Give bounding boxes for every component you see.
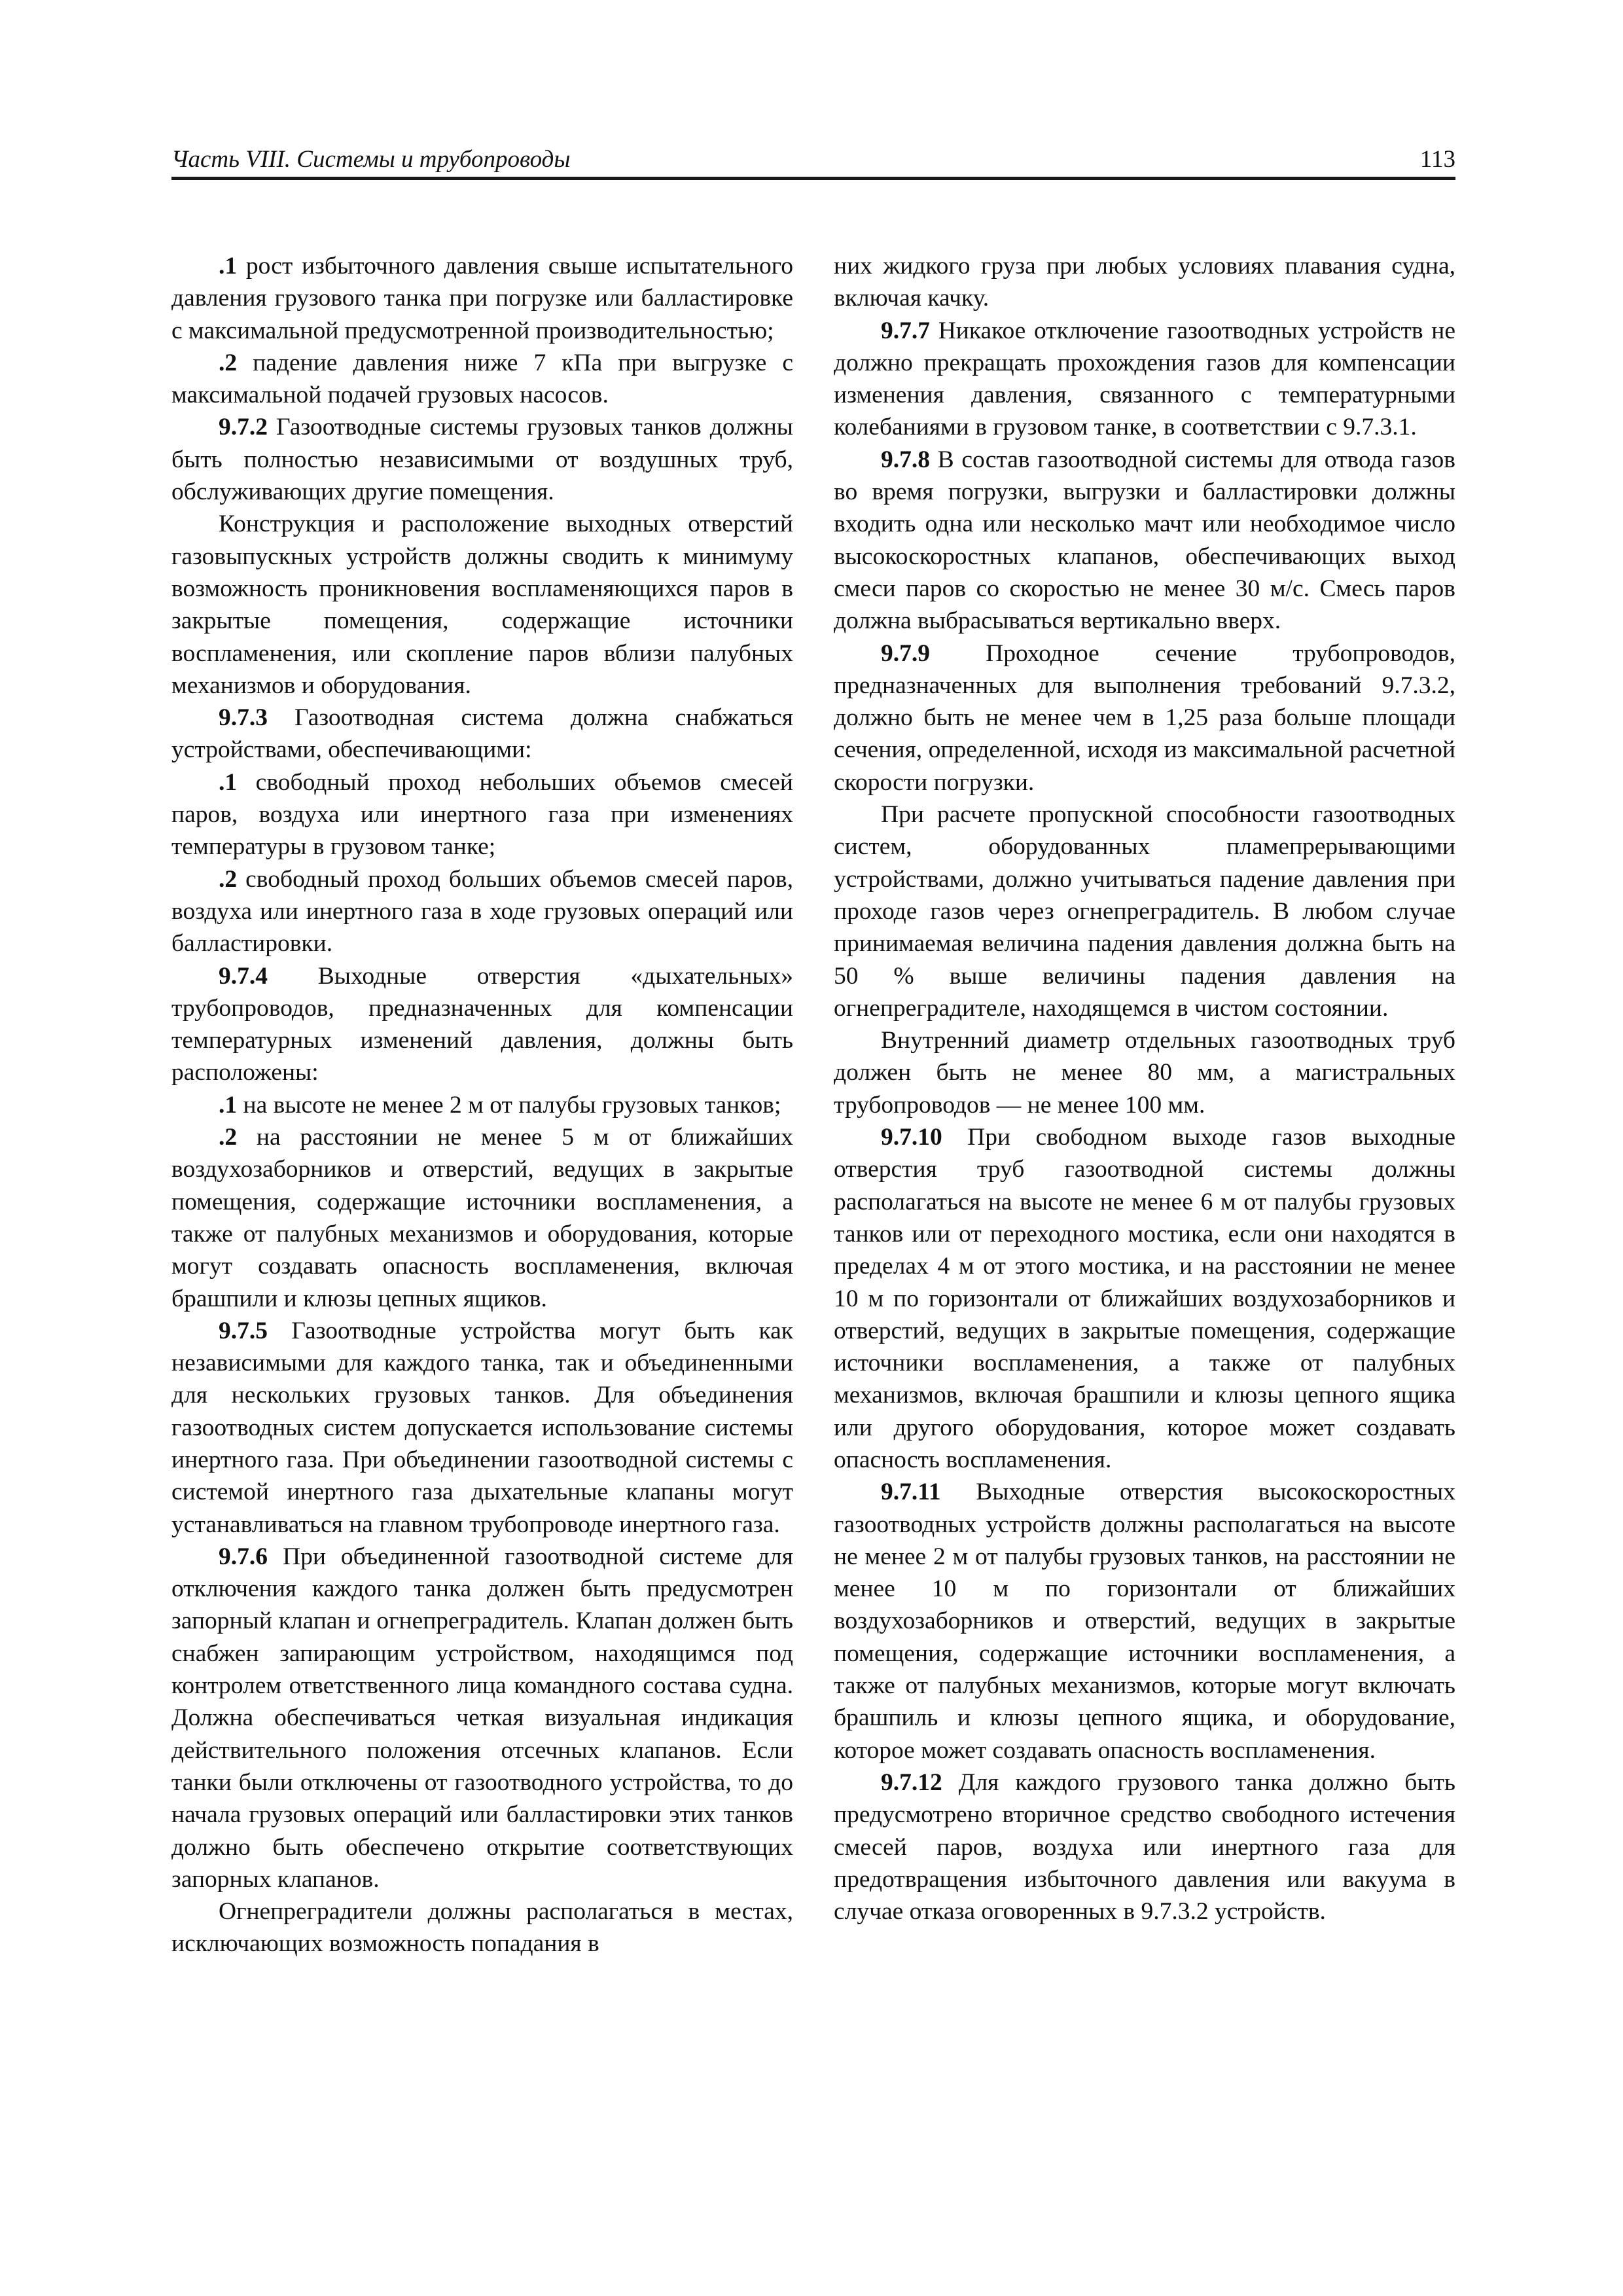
paragraph-text: свободный проход больших объемов смесей паров, воздуха или инертного газа в ходе грузовых операций или балластировки. [171,865,793,958]
item-number: .2 [219,349,238,376]
paragraph [171,1089,793,1121]
paragraph [834,315,1455,444]
paragraph [834,1767,1455,1928]
paragraph-text: свободный проход небольших объемов смесей паров, воздуха или инертного газа при изменениях температуры в грузовом танке; [171,768,793,861]
clause-number: 9.7.7 [881,317,930,344]
paragraph [171,1315,793,1541]
paragraph [171,1121,793,1315]
clause-number: 9.7.12 [881,1768,942,1796]
running-title: Часть VIII. Системы и трубопроводы [171,146,571,173]
paragraph-continuation [834,250,1455,315]
paragraph-text: Внутренний диаметр отдельных газоотводных труб должен быть не менее 80 мм, а магистральных трубопроводов — не менее 100 мм. [834,1027,1455,1119]
paragraph-text: рост избыточного давления свыше испытательного давления грузового танка при погрузке или балластировке с максимальной предусмотренной производительностью; [171,253,793,344]
paragraph-text: При объединенной газоотводной системе для отключения каждого танка должен быть предусмотрен запорный клапан и огнепреградитель. Клапан должен быть снабжен запирающим устройством, находящимся под контролем ответственного лица командного состава судна. Должна обеспечиваться четкая визуальная индикация действительного положения отсечных клапанов. Если танки были отключены от газоотводного устройства, то до начала грузовых операций или балластировки этих танков должно быть обеспечено открытие соответствующих запорных клапанов. [171,1543,793,1893]
paragraph [834,637,1455,798]
paragraph [834,1024,1455,1121]
paragraph [171,1895,793,1960]
paragraph [834,1476,1455,1767]
paragraph-text: Газоотводная система должна снабжаться устройствами, обеспечивающими: [171,704,793,764]
paragraph [171,250,793,347]
page-number: 113 [1419,146,1455,173]
paragraph-text: Проходное сечение трубопроводов, предназначенных для выполнения требований 9.7.3.2, должно быть не менее чем в 1,25 раза больше площади сечения, определенной, исходя из максимальной расчетной скорости погрузки. [834,639,1455,796]
clause-number: 9.7.2 [219,414,268,441]
paragraph-text: Газоотводные системы грузовых танков должны быть полностью независимыми от воздушных труб, обслуживающих другие помещения. [171,414,793,506]
paragraph [171,411,793,508]
item-number: .1 [219,768,238,796]
clause-number: 9.7.9 [881,639,930,667]
paragraph-text: В состав газоотводной системы для отвода газов во время погрузки, выгрузки и балластировки должны входить одна или несколько мачт или необходимое число высокоскоростных клапанов, обеспечивающих выход смеси паров со скоростью не менее 30 м/с. Смесь паров должна выбрасываться вертикально вверх. [834,446,1455,635]
paragraph [171,508,793,702]
left-column [171,250,793,1960]
paragraph [834,798,1455,1024]
paragraph-text: Огнепреградители должны располагаться в местах, исключающих возможность попадания в [171,1898,793,1958]
paragraph [834,444,1455,637]
clause-number: 9.7.3 [219,704,268,732]
clause-number: 9.7.11 [881,1479,941,1506]
clause-number: 9.7.4 [219,962,268,990]
paragraph-text: Выходные отверстия «дыхательных» трубопроводов, предназначенных для компенсации температурных изменений давления, должны быть расположены: [171,962,793,1086]
paragraph [171,347,793,412]
paragraph-text: падение давления ниже 7 кПа при выгрузке с максимальной подачей грузовых насосов. [171,349,793,409]
clause-number: 9.7.8 [881,446,930,473]
paragraph-text: Никакое отключение газоотводных устройств не должно прекращать прохождения газов для компенсации изменения давления, связанного с температурными колебаниями в грузовом танке, в соответствии с 9.7.3.1. [834,317,1455,441]
paragraph-text: Конструкция и расположение выходных отверстий газовыпускных устройств должны сводить к минимуму возможность проникновения воспламеняющихся паров в закрытые помещения, содержащие источники воспламенения, или скопление паров вблизи палубных механизмов и оборудования. [171,511,793,699]
paragraph-text: них жидкого груза при любых условиях плавания судна, включая качку. [834,253,1455,312]
paragraph [834,1121,1455,1476]
clause-number: 9.7.5 [219,1317,268,1344]
clause-number: 9.7.6 [219,1543,268,1570]
paragraph-text: Выходные отверстия высокоскоростных газоотводных устройств должны располагаться на высоте не менее 2 м от палубы грузовых танков, на расстоянии не менее 10 м по горизонтали от ближайших воздухозаборников и отверстий, ведущих в закрытые помещения, содержащие источники воспламенения, а также от палубных механизмов, которые могут включать брашпиль и клюзы цепного ящика, и оборудование, которое может создавать опасность воспламенения. [834,1479,1455,1764]
right-column [834,250,1455,1928]
page-header [171,144,1455,180]
paragraph [171,960,793,1089]
paragraph-text: При расчете пропускной способности газоотводных систем, оборудованных пламепрерывающими устройствами, должно учитываться падение давления при проходе газов через огнепреградитель. В любом случае принимаемая величина падения давления должна быть на 50 % выше величины падения давления на огнепреградителе, находящемся в чистом состоянии. [834,801,1455,1022]
item-number: .2 [219,1124,238,1151]
paragraph-text: При свободном выходе газов выходные отверстия труб газоотводной системы должны располагаться на высоте не менее 6 м от палубы грузовых танков или от переходного мостика, если они находятся в пределах 4 м от этого мостика, и на расстоянии не менее 10 м по горизонтали от ближайших воздухозаборников и отверстий, ведущих в закрытые помещения, содержащие источники воспламенения, а также от палубных механизмов, включая брашпили и клюзы цепного ящика или другого оборудования, которое может создавать опасность воспламенения. [834,1124,1455,1473]
item-number: .2 [219,865,238,893]
paragraph [171,702,793,766]
paragraph-text: на расстоянии не менее 5 м от ближайших воздухозаборников и отверстий, ведущих в закрытые помещения, содержащие источники воспламенения, а также от палубных механизмов и оборудования, которые могут создавать опасность воспламенения, включая брашпили и клюзы цепных ящиков. [171,1124,793,1312]
item-number: .1 [219,1091,238,1119]
item-number: .1 [219,253,238,279]
paragraph-text: Газоотводные устройства могут быть как независимыми для каждого танка, так и объединенными для нескольких грузовых танков. Для объединения газоотводных систем допускается использование системы инертного газа. При объединении газоотводной системы с системой инертного газа дыхательные клапаны могут устанавливаться на главном трубопроводе инертного газа. [171,1317,793,1538]
paragraph [171,766,793,863]
paragraph [171,863,793,960]
paragraph-text: на высоте не менее 2 м от палубы грузовых танков; [237,1091,781,1119]
paragraph [171,1541,793,1895]
clause-number: 9.7.10 [881,1124,942,1151]
paragraph-text: Для каждого грузового танка должно быть предусмотрено вторичное средство свободного истечения смесей паров, воздуха или инертного газа для предотвращения избыточного давления или вакуума в случае отказа оговоренных в 9.7.3.2 устройств. [834,1768,1455,1926]
